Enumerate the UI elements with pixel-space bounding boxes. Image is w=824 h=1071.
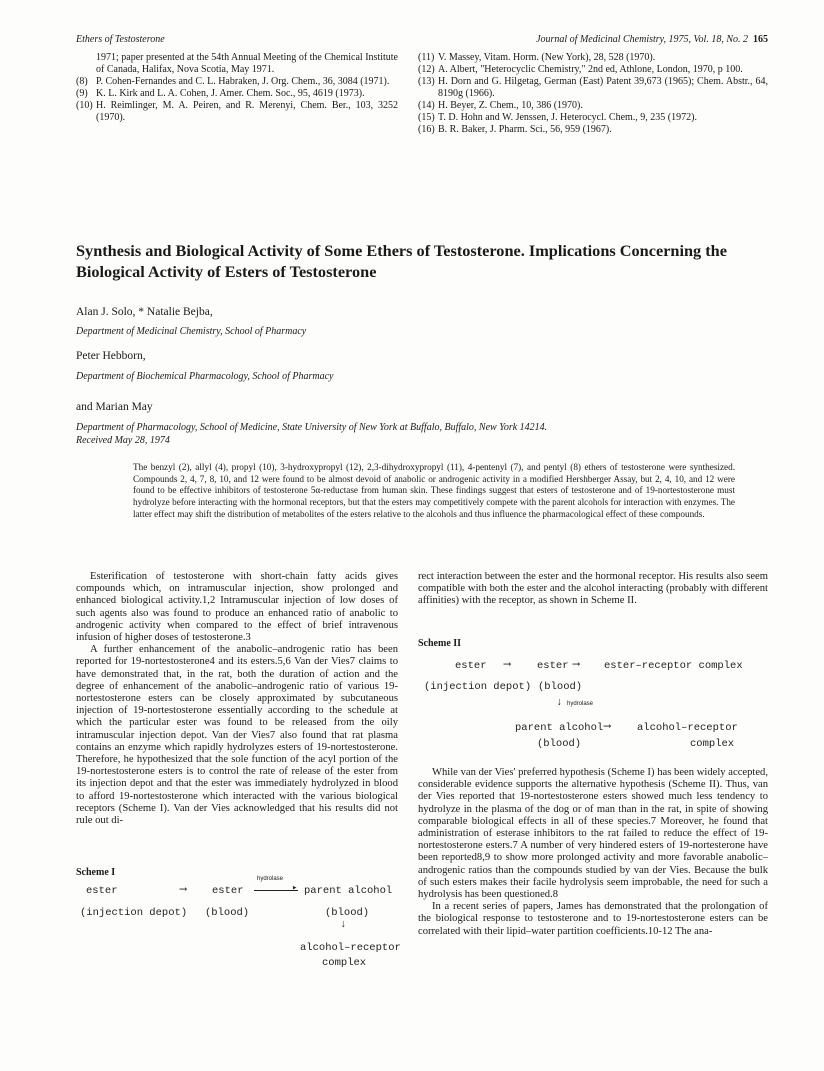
affiliation-1: Department of Medicinal Chemistry, School of Pharmacy [76, 326, 307, 337]
arrow-right-icon: ⟶ [504, 659, 511, 671]
arrow-down-icon: ↓ [340, 919, 347, 931]
author-line-3: and Marian May [76, 401, 153, 413]
scheme-1-parent-alcohol: parent alcohol [304, 885, 393, 897]
scheme-1-depot: (injection depot) [80, 907, 188, 919]
reference-item: 1971; paper presented at the 54th Annual Meeting of the Chemical Institute of Canada, Halifax, Nova Scotia, May 1971. [96, 52, 398, 75]
arrow-right-icon: ⟶ [604, 721, 611, 733]
affiliation-2: Department of Biochemical Pharmacology, School of Pharmacy [76, 371, 334, 382]
body-column-left [76, 571, 398, 827]
author-line-1: Alan J. Solo, * Natalie Bejba, [76, 306, 213, 318]
scheme-2-blood: (blood) [537, 738, 582, 750]
scheme-1-label: Scheme I [76, 867, 116, 878]
body-column-right [418, 767, 768, 938]
scheme-2-receptor: alcohol–receptor [637, 722, 738, 734]
scheme-2-blood: (blood) [538, 681, 583, 693]
running-header-left: Ethers of Testosterone [76, 34, 165, 45]
affiliation-3: Department of Pharmacology, School of Medicine, State University of New York at Buffalo, Buffalo, New York 14214. [76, 422, 548, 433]
paragraph: While van der Vies' preferred hypothesis (Scheme I) has been widely accepted, considerable evidence supports the alternative hypothesis (Scheme II). Thus, van der Vies reported that 19-nortestosterone esters showed much less tendency to hydrolyze in the plasma of the dog or of man than in the rat, in spite of showing comparable biological effects in all of these species.7 Moreover, he found that administration of esterase inhibitors to the rat failed to reduce the effect of 19-nortestosterone esters.7 A number of very hindered esters of 19-nortesterone have been reported8,9 to show more prolonged activity and more favorable anabolic–androgenic ratios than the compounds studied by van der Vies. Because the bulk of such esters makes their facile hydrolysis seem improbable, the need for such a hydrolysis has been questioned.8 [418, 767, 768, 901]
reference-item: (16) B. R. Baker, J. Pharm. Sci., 56, 959 (1967). [418, 124, 612, 135]
running-header-right [536, 34, 768, 45]
reference-item: (12) A. Albert, "Heterocyclic Chemistry," 2nd ed, Athlone, London, 1970, p 100. [418, 64, 743, 75]
received-date: Received May 28, 1974 [76, 435, 170, 446]
abstract: The benzyl (2), allyl (4), propyl (10), 3-hydroxypropyl (12), 2,3-dihydroxypropyl (11), 4-pentenyl (7), and pentyl (8) ethers of testosterone were synthesized. Compounds 2, 4, 7, 8, 10, and 12 were found to be almost devoid of anabolic or androgenic activity in a modified Hershberger Assay, but 2, 4, 10, and 12 were found to be effective inhibitors of testosterone 5α-reductase from human skin. These findings suggest that esters of testosterone and of 19-nortestosterone must hydrolyze before interacting with the hormonal receptors, but that the esters may competitively compete with the parent alcohols for interaction with enzymes. The latter effect may shift the distribution of metabolites of the esters relative to the alcohols and thus influence the pharmacological effect of these compounds. [133, 462, 735, 519]
arrow-down-icon: ↓ [556, 697, 563, 709]
scheme-2-complex: complex [690, 738, 735, 750]
reference-item: (15) T. D. Hohn and W. Jenssen, J. Heterocycl. Chem., 9, 235 (1972). [418, 112, 697, 123]
reference-item: (11) V. Massey, Vitam. Horm. (New York), 28, 528 (1970). [418, 52, 656, 63]
paragraph: A further enhancement of the anabolic–androgenic ratio has been reported for 19-nortestosterone4 and its esters.5,6 Van der Vies7 claims to have demonstrated that, in the rat, both the duration of action and the degree of enhancement of the anabolic–androgenic ratio of various 19-nortestosterone esters can be closely approximated by subcutaneous injection of 19-nortestosterone essentially according to the schedule at which the particular ester was found to be released from the oily intramuscular injection depot. Van der Vies7 also found that rat plasma contains an enzyme which rapidly hydrolyzes esters of 19-nortestosterone. Therefore, he hypothesized that the sole function of the acyl portion of the 19-nortestosterone esters is to control the rate of release of the ester from its injection depot and that the ester was immediately hydrolyzed in blood to afford 19-nortestosterone which interacted with the various biological receptors (Scheme I). Van der Vies acknowledged that his results did not rule out di- [76, 644, 398, 827]
article-title: Synthesis and Biological Activity of Some Ethers of Testosterone. Implications Concerning the Biological Activity of Esters of Testosterone [76, 241, 727, 281]
scheme-1-receptor: alcohol–receptor [300, 942, 401, 954]
arrow-right-icon: ⟶ [180, 884, 187, 896]
page-number: 165 [753, 34, 768, 45]
paragraph: rect interaction between the ester and the hormonal receptor. His results also seem compatible with both the ester and the alcohol interacting (probably with different affinities) with the receptor, as shown in Scheme II. [418, 571, 768, 607]
scheme-2-ester-complex: ester–receptor complex [604, 660, 743, 672]
reference-item: (8) P. Cohen-Fernandes and C. L. Habraken, J. Org. Chem., 36, 3084 (1971). [76, 76, 390, 87]
reference-item: (10) H. Reimlinger, M. A. Peiren, and R. Merenyi, Chem. Ber., 103, 3252 (1970). [76, 100, 398, 123]
paragraph: In a recent series of papers, James has demonstrated that the prolongation of the biological response to testosterone and to 19-nortestosterone esters can be correlated with their lipid–water partition coefficients.10-12 The ana- [418, 901, 768, 937]
scheme-1-blood: (blood) [325, 907, 370, 919]
paragraph: Esterification of testosterone with short-chain fatty acids gives compounds which, on intramuscular injection, show prolonged and enhanced biological activity.1,2 Intramuscular injection of low doses of such agents also was found to produce an enhanced ratio of anabolic to androgenic activity when compared to the effect of brief intravenous infusion of higher doses of testosterone.3 [76, 571, 398, 644]
body-column-right-top [418, 571, 768, 608]
scheme-1-hydrolase: hydrolase [257, 876, 284, 882]
references-right [418, 52, 768, 136]
journal-citation: Journal of Medicinal Chemistry, 1975, Vol. 18, No. 2 [536, 34, 748, 45]
scheme-2-depot: (injection depot) [424, 681, 532, 693]
scheme-1-ester-blood: ester [212, 885, 244, 897]
scheme-2-hydrolase: hydrolase [567, 701, 594, 707]
references-left [76, 52, 398, 124]
arrow-right-icon: ⟶ [573, 659, 580, 671]
scheme-1-blood: (blood) [205, 907, 250, 919]
scheme-2-ester-blood: ester [537, 660, 569, 672]
reference-item: (9) K. L. Kirk and L. A. Cohen, J. Amer. Chem. Soc., 95, 4619 (1973). [76, 88, 365, 99]
scheme-2-label: Scheme II [418, 638, 462, 649]
arrow-head-icon: ▸ [292, 883, 298, 893]
reference-item: (14) H. Beyer, Z. Chem., 10, 386 (1970). [418, 100, 583, 111]
scheme-1-ester: ester [86, 885, 118, 897]
author-line-2: Peter Hebborn, [76, 350, 146, 362]
scheme-2-ester: ester [455, 660, 487, 672]
scheme-1-complex: complex [322, 957, 367, 969]
reference-item: (13) H. Dorn and G. Hilgetag, German (East) Patent 39,673 (1965); Chem. Abstr., 64, 8190g (1966). [418, 76, 768, 99]
scheme-2-parent-alcohol: parent alcohol [515, 722, 604, 734]
